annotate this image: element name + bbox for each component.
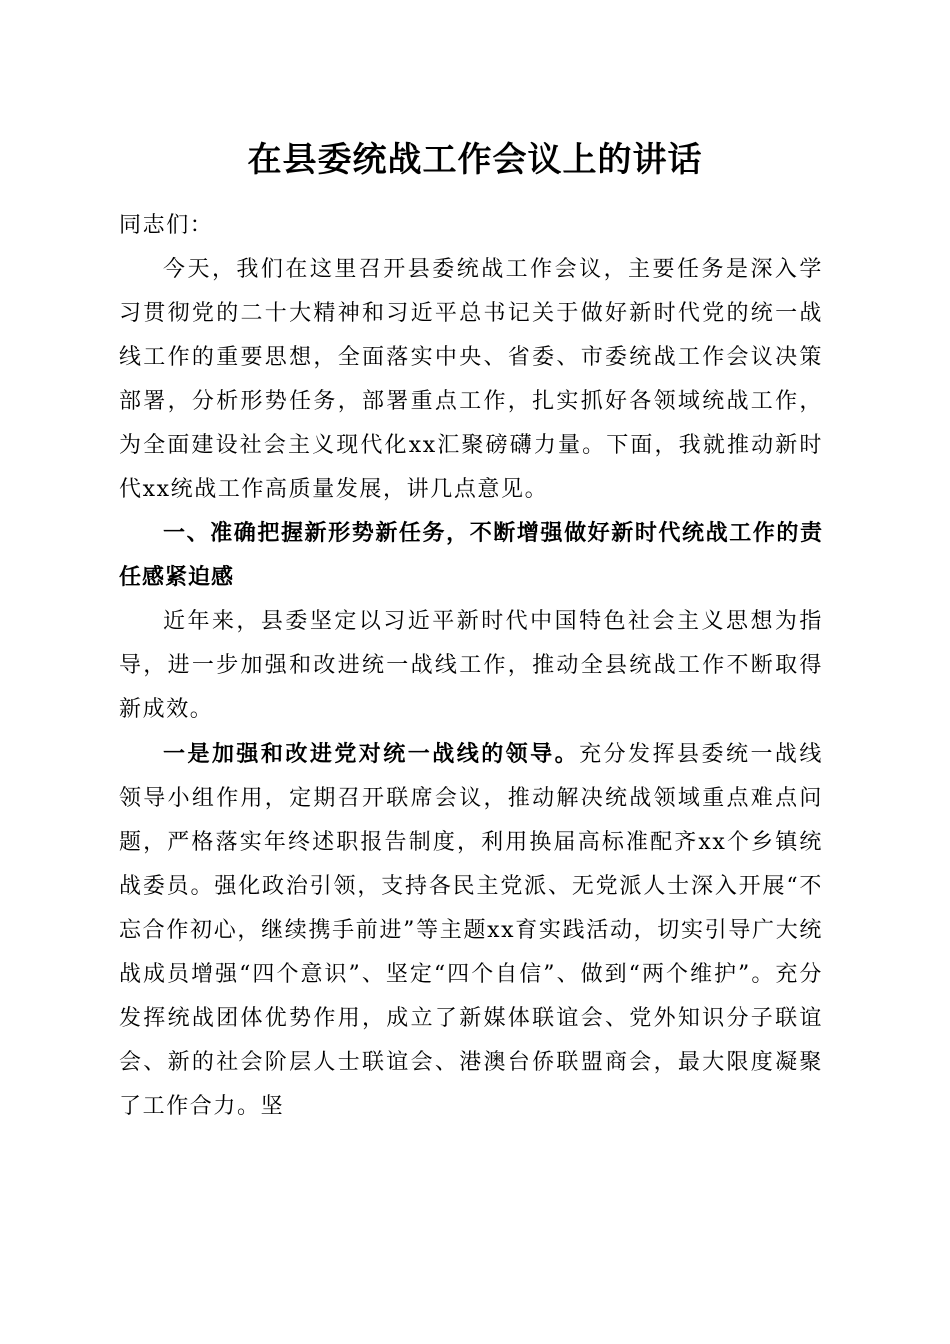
- point-text: 充分发挥县委统一战线领导小组作用，定期召开联席会议，推动解决统战领域重点难点问题，严格落实年终述职报告制度，利用换届高标准配齐xx个乡镇统战委员。强化政治引领，支持各民主党派、无党派人士深入开展“不忘合作初心，继续携手前进”等主题xx育实践活动，切实引导广大统战成员增强“四个意识”、坚定“四个自信”、做到“两个维护”。充分发挥统战团体优势作用，成立了新媒体联谊会、党外知识分子联谊会、新的社会阶层人士联谊会、港澳台侨联盟商会，最大限度凝聚了工作合力。坚: [119, 742, 823, 1119]
- section-heading: 一、准确把握新形势新任务，不断增强做好新时代统战工作的责任感紧迫感: [119, 521, 823, 590]
- intro-paragraph: 今天，我们在这里召开县委统战工作会议，主要任务是深入学习贯彻党的二十大精神和习近平总书记关于做好新时代党的统一战线工作的重要思想，全面落实中央、省委、市委统战工作会议决策部署，分析形势任务，部署重点工作，扎实抓好各领域统战工作，为全面建设社会主义现代化xx汇聚磅礴力量。下面，我就推动新时代xx统战工作高质量发展，讲几点意见。: [119, 257, 823, 502]
- point-paragraph: [119, 732, 823, 1129]
- section-paragraph: 近年来，县委坚定以习近平新时代中国特色社会主义思想为指导，进一步加强和改进统一战线工作，推动全县统战工作不断取得新成效。: [119, 609, 823, 722]
- document-body: [119, 204, 823, 1129]
- salutation: 同志们：: [119, 213, 214, 238]
- point-lead: 一是加强和改进党对统一战线的领导。: [163, 741, 580, 767]
- document-title: 在县委统战工作会议上的讲话: [247, 140, 703, 180]
